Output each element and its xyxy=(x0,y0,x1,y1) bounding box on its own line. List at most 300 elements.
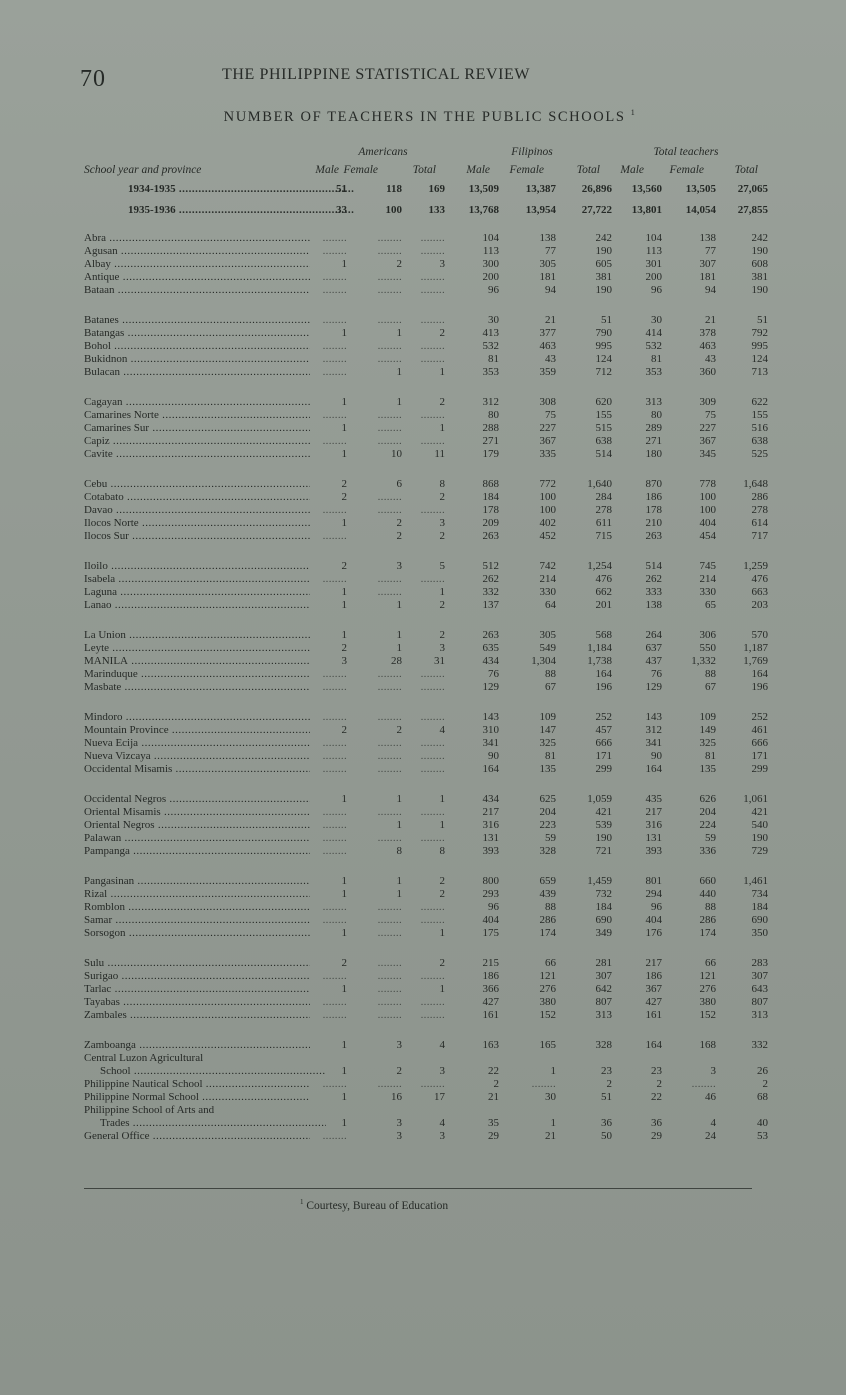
table-cell: 792 xyxy=(751,327,768,339)
table-cell: 113 xyxy=(645,245,662,257)
table-cell: 333 xyxy=(645,586,662,598)
table-cell: 620 xyxy=(595,396,612,408)
table-cell: 1,461 xyxy=(743,875,768,887)
table-cell: 742 xyxy=(539,560,556,572)
table-row xyxy=(0,1130,846,1143)
table-cell xyxy=(421,271,445,284)
table-cell: 1,640 xyxy=(587,478,612,490)
row-label: Rizal ..... xyxy=(84,888,310,901)
table-cell: 276 xyxy=(539,983,556,995)
table-cell: 6 xyxy=(396,478,402,490)
table-cell xyxy=(323,409,347,422)
table-cell: 427 xyxy=(645,996,662,1008)
table-cell: 50 xyxy=(601,1130,612,1142)
table-cell: 2 xyxy=(439,629,445,641)
table-cell: 53 xyxy=(757,1130,768,1142)
table-cell: 434 xyxy=(482,655,499,667)
table-cell: 2 xyxy=(341,560,347,572)
table-cell: 283 xyxy=(751,957,768,969)
table-cell: 463 xyxy=(699,340,716,352)
table-cell xyxy=(378,1078,402,1091)
table-cell: 190 xyxy=(751,245,768,257)
table-cell xyxy=(378,681,402,694)
table-cell: 31 xyxy=(434,655,445,667)
table-row xyxy=(0,204,846,217)
table-row xyxy=(0,1009,846,1022)
table-cell: 190 xyxy=(595,284,612,296)
table-cell: 293 xyxy=(482,888,499,900)
table-cell: 305 xyxy=(539,258,556,270)
table-cell: 366 xyxy=(482,983,499,995)
table-cell: 224 xyxy=(699,819,716,831)
table-cell: 414 xyxy=(645,327,662,339)
row-label: Isabela ..... xyxy=(84,573,310,586)
table-cell: 413 xyxy=(482,327,499,339)
table-cell: 227 xyxy=(699,422,716,434)
table-row xyxy=(0,1052,846,1065)
table-cell: 349 xyxy=(595,927,612,939)
table-cell: 100 xyxy=(539,491,556,503)
table-cell: 516 xyxy=(751,422,768,434)
table-row xyxy=(0,655,846,668)
table-cell: 550 xyxy=(699,642,716,654)
table-cell: 995 xyxy=(751,340,768,352)
table-cell: 262 xyxy=(645,573,662,585)
table-cell: 2 xyxy=(396,1065,402,1077)
row-label: Mindoro ..... xyxy=(84,711,310,724)
table-cell xyxy=(378,927,402,940)
table-cell: 380 xyxy=(699,996,716,1008)
table-cell: 3 xyxy=(396,1130,402,1142)
table-cell: 152 xyxy=(539,1009,556,1021)
table-cell xyxy=(323,353,347,366)
row-label: Occidental Negros ..... xyxy=(84,793,310,806)
table-cell xyxy=(378,983,402,996)
table-cell xyxy=(378,245,402,258)
table-cell: 143 xyxy=(482,711,499,723)
table-cell: 440 xyxy=(699,888,716,900)
row-label: Surigao ..... xyxy=(84,970,310,983)
table-cell: 1 xyxy=(439,927,445,939)
table-cell xyxy=(421,284,445,297)
table-cell: 276 xyxy=(699,983,716,995)
table-cell: 14,054 xyxy=(685,204,716,216)
table-cell: 201 xyxy=(595,599,612,611)
table-cell: 96 xyxy=(488,901,499,913)
table-cell xyxy=(421,314,445,327)
table-cell: 129 xyxy=(482,681,499,693)
row-label: Albay ..... xyxy=(84,258,310,271)
table-cell xyxy=(421,711,445,724)
table-row xyxy=(0,914,846,927)
table-cell: 305 xyxy=(539,629,556,641)
table-cell: 40 xyxy=(757,1117,768,1129)
table-cell: 1 xyxy=(396,888,402,900)
table-row xyxy=(0,396,846,409)
table-cell: 1 xyxy=(341,793,347,805)
table-cell xyxy=(421,901,445,914)
table-cell: 67 xyxy=(705,681,716,693)
table-cell: 163 xyxy=(482,1039,499,1051)
column-header: Male xyxy=(620,164,644,176)
table-row xyxy=(0,1117,846,1130)
table-cell: 1,254 xyxy=(587,560,612,572)
table-row xyxy=(0,1091,846,1104)
row-label: Lanao ..... xyxy=(84,599,310,612)
table-cell: 2 xyxy=(656,1078,662,1090)
table-cell: 29 xyxy=(488,1130,499,1142)
row-label: 1934-1935 ..... xyxy=(128,183,354,196)
footnote-mark: 1 xyxy=(300,1198,304,1206)
table-cell: 626 xyxy=(699,793,716,805)
row-label: Camarines Norte ..... xyxy=(84,409,310,422)
table-cell: 164 xyxy=(482,763,499,775)
table-cell: 435 xyxy=(645,793,662,805)
row-label: Sorsogon ..... xyxy=(84,927,310,940)
row-label: Capiz ..... xyxy=(84,435,310,448)
table-cell xyxy=(323,737,347,750)
bottom-rule xyxy=(84,1188,752,1189)
table-row xyxy=(0,271,846,284)
table-cell: 16 xyxy=(391,1091,402,1103)
table-row xyxy=(0,232,846,245)
table-cell: 165 xyxy=(539,1039,556,1051)
table-cell: 2 xyxy=(606,1078,612,1090)
row-label: MANILA ..... xyxy=(84,655,310,668)
table-cell xyxy=(323,819,347,832)
table-cell: 316 xyxy=(645,819,662,831)
table-cell: 1 xyxy=(341,888,347,900)
column-header: Total xyxy=(576,164,600,176)
table-cell: 367 xyxy=(699,435,716,447)
table-cell: 402 xyxy=(539,517,556,529)
table-cell: 570 xyxy=(751,629,768,641)
table-cell: 439 xyxy=(539,888,556,900)
table-cell: 328 xyxy=(539,845,556,857)
table-row xyxy=(0,183,846,196)
table-cell: 104 xyxy=(645,232,662,244)
table-row xyxy=(0,366,846,379)
table-cell: 13,509 xyxy=(468,183,499,195)
table-cell: 17 xyxy=(434,1091,445,1103)
table-cell: 778 xyxy=(699,478,716,490)
row-label: Oriental Negros ..... xyxy=(84,819,310,832)
table-cell: 1 xyxy=(341,586,347,598)
table-cell: 21 xyxy=(545,1130,556,1142)
table-cell: 76 xyxy=(488,668,499,680)
table-cell: 88 xyxy=(705,668,716,680)
table-cell: 64 xyxy=(545,599,556,611)
table-row xyxy=(0,793,846,806)
table-cell: 118 xyxy=(386,183,402,195)
row-label: Cebu ..... xyxy=(84,478,310,491)
row-label: Bukidnon ..... xyxy=(84,353,310,366)
table-cell xyxy=(323,232,347,245)
table-cell: 100 xyxy=(539,504,556,516)
table-cell: 100 xyxy=(699,504,716,516)
table-cell: 717 xyxy=(751,530,768,542)
table-cell: 662 xyxy=(595,586,612,598)
row-label: Philippine Normal School ..... xyxy=(84,1091,310,1104)
row-label: Romblon ..... xyxy=(84,901,310,914)
page-number: 70 xyxy=(80,66,106,92)
table-cell: 3 xyxy=(396,1117,402,1129)
table-cell: 330 xyxy=(699,586,716,598)
table-cell: 308 xyxy=(539,396,556,408)
table-cell: 3 xyxy=(396,1039,402,1051)
table-cell: 2 xyxy=(439,957,445,969)
table-cell xyxy=(532,1078,556,1091)
table-row xyxy=(0,517,846,530)
table-cell xyxy=(378,340,402,353)
table-cell: 2 xyxy=(341,478,347,490)
table-cell: 113 xyxy=(482,245,499,257)
table-cell: 4 xyxy=(439,1117,445,1129)
table-title-text: NUMBER OF TEACHERS IN THE PUBLIC SCHOOLS xyxy=(223,108,626,125)
table-cell: 88 xyxy=(705,901,716,913)
row-label: Abra ..... xyxy=(84,232,310,245)
table-cell: 1 xyxy=(396,396,402,408)
row-label: Agusan ..... xyxy=(84,245,310,258)
table-cell: 214 xyxy=(699,573,716,585)
table-cell: 196 xyxy=(595,681,612,693)
table-cell: 252 xyxy=(751,711,768,723)
table-cell: 330 xyxy=(539,586,556,598)
table-cell xyxy=(378,806,402,819)
table-cell: 184 xyxy=(595,901,612,913)
table-cell: 532 xyxy=(645,340,662,352)
table-cell xyxy=(323,681,347,694)
table-cell: 271 xyxy=(482,435,499,447)
table-cell: 434 xyxy=(482,793,499,805)
table-cell: 13,560 xyxy=(631,183,662,195)
table-cell: 30 xyxy=(488,314,499,326)
table-cell: 174 xyxy=(539,927,556,939)
table-cell: 3 xyxy=(439,642,445,654)
table-cell: 75 xyxy=(545,409,556,421)
table-cell: 1 xyxy=(341,327,347,339)
table-cell: 515 xyxy=(595,422,612,434)
table-cell: 539 xyxy=(595,819,612,831)
table-cell: 138 xyxy=(699,232,716,244)
table-cell: 51 xyxy=(757,314,768,326)
table-cell: 1 xyxy=(396,819,402,831)
row-label: Antique ..... xyxy=(84,271,310,284)
row-label: Cotabato ..... xyxy=(84,491,310,504)
table-row xyxy=(0,284,846,297)
table-row xyxy=(0,875,846,888)
table-cell xyxy=(323,750,347,763)
table-cell: 625 xyxy=(539,793,556,805)
table-cell xyxy=(323,996,347,1009)
table-cell: 525 xyxy=(751,448,768,460)
table-row xyxy=(0,478,846,491)
row-label: Tayabas ..... xyxy=(84,996,310,1009)
table-cell: 2 xyxy=(493,1078,499,1090)
table-cell: 10 xyxy=(391,448,402,460)
table-cell: 76 xyxy=(651,668,662,680)
row-label: General Office ..... xyxy=(84,1130,310,1143)
table-cell: 2 xyxy=(396,530,402,542)
table-cell: 90 xyxy=(488,750,499,762)
row-label: Cavite ..... xyxy=(84,448,310,461)
table-cell: 345 xyxy=(699,448,716,460)
table-cell: 65 xyxy=(705,599,716,611)
table-cell: 1 xyxy=(341,927,347,939)
table-cell: 1 xyxy=(396,629,402,641)
row-label: Zamboanga ..... xyxy=(84,1039,310,1052)
row-label: Oriental Misamis ..... xyxy=(84,806,310,819)
table-cell: 217 xyxy=(645,957,662,969)
table-cell: 186 xyxy=(482,970,499,982)
table-cell: 23 xyxy=(651,1065,662,1077)
table-cell: 1 xyxy=(550,1065,556,1077)
table-title xyxy=(150,108,710,126)
table-cell: 353 xyxy=(482,366,499,378)
row-label: Samar ..... xyxy=(84,914,310,927)
table-cell: 807 xyxy=(751,996,768,1008)
table-cell: 1 xyxy=(341,422,347,434)
table-cell: 729 xyxy=(751,845,768,857)
table-cell: 135 xyxy=(699,763,716,775)
table-cell: 3 xyxy=(439,1065,445,1077)
row-label: Davao ..... xyxy=(84,504,310,517)
table-cell: 1,304 xyxy=(531,655,556,667)
table-cell xyxy=(421,504,445,517)
table-cell: 149 xyxy=(699,724,716,736)
table-cell: 378 xyxy=(699,327,716,339)
table-cell: 29 xyxy=(651,1130,662,1142)
table-cell: 242 xyxy=(751,232,768,244)
table-cell: 307 xyxy=(595,970,612,982)
table-cell: 164 xyxy=(645,1039,662,1051)
table-cell xyxy=(323,970,347,983)
table-cell: 88 xyxy=(545,901,556,913)
table-cell: 147 xyxy=(539,724,556,736)
table-cell: 359 xyxy=(539,366,556,378)
table-cell: 638 xyxy=(595,435,612,447)
table-cell: 745 xyxy=(699,560,716,572)
table-cell: 712 xyxy=(595,366,612,378)
table-cell: 66 xyxy=(705,957,716,969)
table-cell: 100 xyxy=(699,491,716,503)
table-cell xyxy=(378,763,402,776)
table-row xyxy=(0,737,846,750)
table-cell: 77 xyxy=(545,245,556,257)
table-cell: 341 xyxy=(482,737,499,749)
column-header: Female xyxy=(343,164,378,176)
header-group-total: Total teachers xyxy=(653,146,719,158)
table-cell: 3 xyxy=(439,258,445,270)
table-cell: 393 xyxy=(645,845,662,857)
table-cell: 350 xyxy=(751,927,768,939)
table-cell: 51 xyxy=(336,183,347,195)
table-cell: 2 xyxy=(396,258,402,270)
table-cell xyxy=(378,491,402,504)
column-header: Male xyxy=(466,164,490,176)
table-cell: 313 xyxy=(751,1009,768,1021)
table-cell: 461 xyxy=(751,724,768,736)
table-cell: 663 xyxy=(751,586,768,598)
table-cell xyxy=(378,901,402,914)
running-head: THE PHILIPPINE STATISTICAL REVIEW xyxy=(222,66,531,83)
table-cell: 59 xyxy=(545,832,556,844)
table-cell: 81 xyxy=(545,750,556,762)
table-row xyxy=(0,258,846,271)
row-label: Nueva Ecija ..... xyxy=(84,737,310,750)
row-label: Camarines Sur ..... xyxy=(84,422,310,435)
table-cell: 532 xyxy=(482,340,499,352)
table-row xyxy=(0,888,846,901)
table-cell: 30 xyxy=(651,314,662,326)
table-cell: 1 xyxy=(341,258,347,270)
table-cell: 614 xyxy=(751,517,768,529)
table-row xyxy=(0,1065,846,1078)
table-cell: 2 xyxy=(396,517,402,529)
row-label: Mountain Province ..... xyxy=(84,724,310,737)
row-label: Pampanga ..... xyxy=(84,845,310,858)
table-cell: 96 xyxy=(651,284,662,296)
table-cell: 2 xyxy=(341,491,347,503)
table-cell: 204 xyxy=(699,806,716,818)
table-cell: 80 xyxy=(488,409,499,421)
table-cell xyxy=(421,1009,445,1022)
table-cell xyxy=(421,970,445,983)
table-cell: 1 xyxy=(396,875,402,887)
table-cell: 262 xyxy=(482,573,499,585)
table-cell: 514 xyxy=(595,448,612,460)
table-cell: 2 xyxy=(341,642,347,654)
table-row xyxy=(0,832,846,845)
table-cell: 307 xyxy=(751,970,768,982)
table-cell: 690 xyxy=(595,914,612,926)
row-label: Batangas ..... xyxy=(84,327,310,340)
row-label: Leyte ..... xyxy=(84,642,310,655)
table-cell: 3 xyxy=(439,1130,445,1142)
table-cell xyxy=(323,763,347,776)
table-cell xyxy=(323,366,347,379)
table-cell xyxy=(378,737,402,750)
table-cell xyxy=(323,1130,347,1143)
row-label: La Union ..... xyxy=(84,629,310,642)
table-cell: 242 xyxy=(595,232,612,244)
table-cell: 190 xyxy=(751,284,768,296)
table-cell: 81 xyxy=(651,353,662,365)
row-label: School ..... xyxy=(100,1065,326,1078)
row-label: Ilocos Sur ..... xyxy=(84,530,310,543)
table-cell xyxy=(323,314,347,327)
row-label: Palawan ..... xyxy=(84,832,310,845)
table-cell xyxy=(323,1078,347,1091)
table-cell: 659 xyxy=(539,875,556,887)
table-cell: 286 xyxy=(699,914,716,926)
table-row xyxy=(0,530,846,543)
table-cell: 772 xyxy=(539,478,556,490)
table-cell: 335 xyxy=(539,448,556,460)
row-label: Philippine School of Arts and xyxy=(84,1104,215,1116)
row-label: Zambales ..... xyxy=(84,1009,310,1022)
table-cell: 81 xyxy=(488,353,499,365)
table-cell: 1,648 xyxy=(743,478,768,490)
table-cell: 88 xyxy=(545,668,556,680)
table-cell: 94 xyxy=(705,284,716,296)
table-cell: 104 xyxy=(482,232,499,244)
table-cell: 353 xyxy=(645,366,662,378)
table-cell: 33 xyxy=(336,204,347,216)
table-cell: 109 xyxy=(539,711,556,723)
table-cell: 1 xyxy=(341,599,347,611)
header-stub: School year and province xyxy=(84,164,202,176)
